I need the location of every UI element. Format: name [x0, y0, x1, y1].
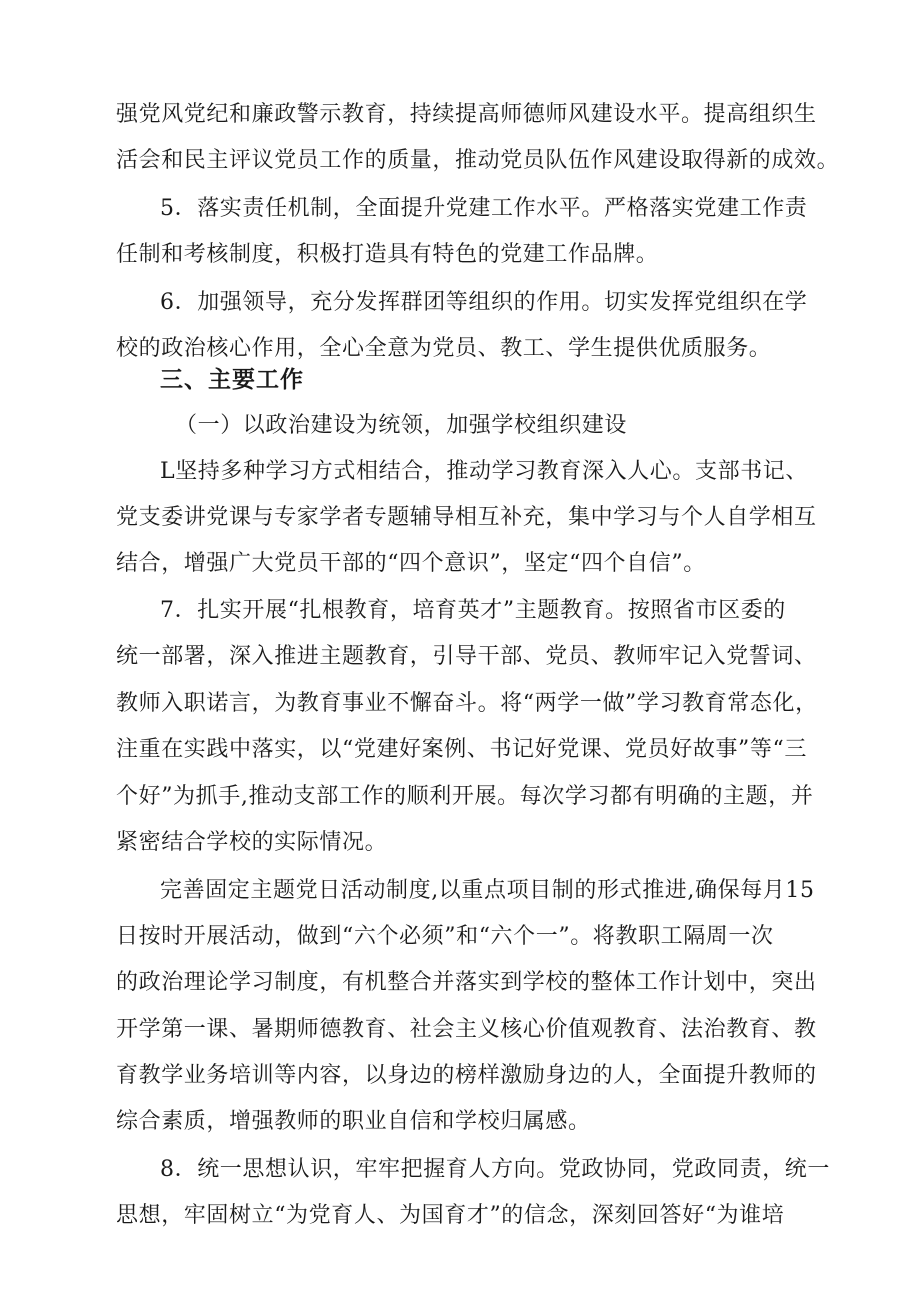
paragraph-first-line: 完善固定主题党日活动制度,以重点项目制的形式推进,确保每月15 — [160, 878, 815, 903]
body-text-line: 开学第一课、暑期师德教育、社会主义核心价值观教育、法治教育、教 — [116, 1017, 817, 1042]
subsection-heading: （一）以政治建设为统领，加强学校组织建设 — [175, 413, 628, 438]
list-item-1-line: L坚持多种学习方式相结合，推动学习教育深入人心。支部书记、 — [160, 459, 809, 484]
body-text-line: 结合，增强广大党员干部的“四个意识”，坚定“四个自信”。 — [116, 551, 706, 576]
section-heading: 三、主要工作 — [160, 367, 304, 393]
body-text-line: 的政治理论学习制度，有机整合并落实到学校的整体工作计划中，突出 — [116, 970, 817, 995]
body-text-line: 校的政治核心作用，全心全意为党员、教工、学生提供优质服务。 — [116, 336, 772, 361]
body-text-line: 综合素质，增强教师的职业自信和学校归属感。 — [116, 1109, 591, 1134]
body-text-line: 日按时开展活动，做到“六个必须”和“六个一”。将教职工隔周一次 — [116, 924, 774, 949]
body-text-line: 活会和民主评议党员工作的质量，推动党员队伍作风建设取得新的成效。 — [116, 148, 840, 173]
body-text-line: 党支委讲党课与专家学者专题辅导相互补充，集中学习与个人自学相互 — [116, 505, 817, 530]
list-item-8-line: 8．统一思想认识，牢牢把握育人方向。党政协同，党政同责，统一 — [160, 1157, 830, 1182]
body-text-line: 育教学业务培训等内容，以身边的榜样激励身边的人，全面提升教师的 — [116, 1063, 817, 1088]
body-text-line: 思想，牢固树立“为党育人、为国育才”的信念，深刻回答好“为谁培 — [116, 1203, 785, 1228]
body-text-line: 任制和考核制度，积极打造具有特色的党建工作品牌。 — [116, 242, 659, 267]
list-item-6-line: 6．加强领导，充分发挥群团等组织的作用。切实发挥党组织在学 — [160, 290, 808, 315]
body-text-line: 个好”为抓手,推动支部工作的顺利开展。每次学习都有明确的主题，并 — [116, 784, 814, 809]
body-text-line: 注重在实践中落实，以“党建好案例、书记好党课、党员好故事”等“三 — [116, 737, 807, 762]
body-text-line: 强党风党纪和廉政警示教育，持续提高师德师风建设水平。提高组织生 — [116, 102, 817, 127]
body-text-line: 教师入职诺言，为教育事业不懈奋斗。将“两学一做”学习教育常态化， — [116, 691, 818, 716]
list-item-5-line: 5．落实责任机制，全面提升党建工作水平。严格落实党建工作责 — [160, 196, 808, 221]
body-text-line: 紧密结合学校的实际情况。 — [116, 830, 388, 855]
list-item-7-line: 7．扎实开展“扎根教育，培育英才”主题教育。按照省市区委的 — [160, 598, 786, 623]
body-text-line: 统一部署，深入推进主题教育，引导干部、党员、教师牢记入党誓词、 — [116, 644, 817, 669]
